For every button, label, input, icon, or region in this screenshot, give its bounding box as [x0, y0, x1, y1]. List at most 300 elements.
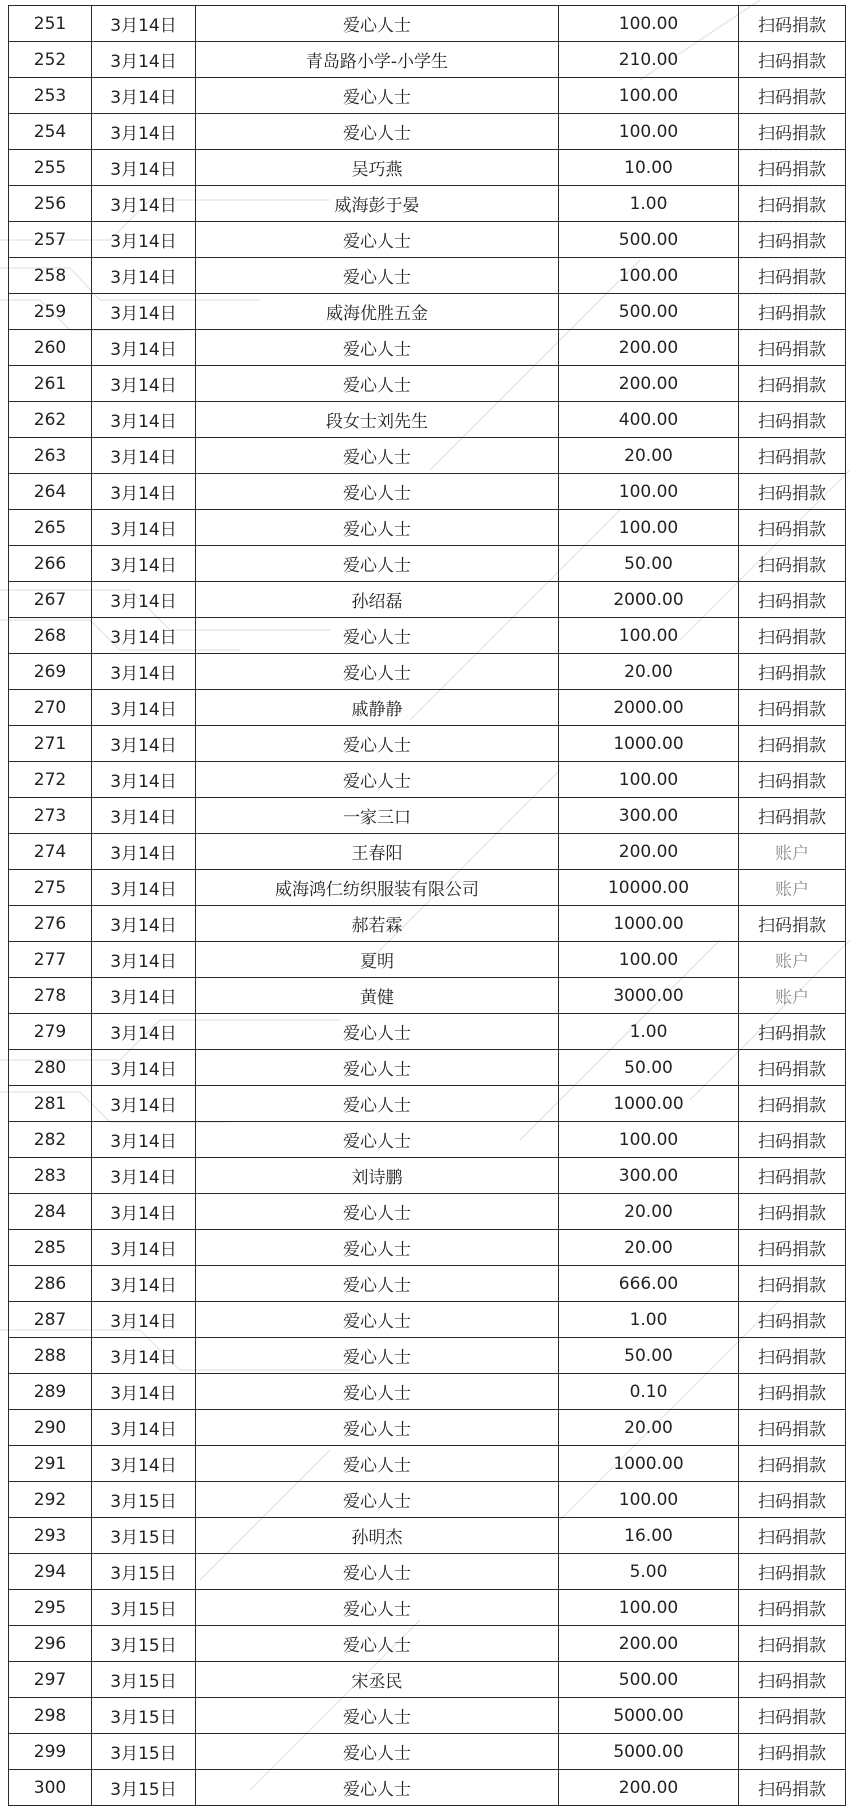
row-number: 275: [9, 870, 92, 906]
donor-name: 宋丞民: [196, 1662, 559, 1698]
donation-date: 3月14日: [92, 906, 196, 942]
table-row: [9, 330, 846, 366]
donation-date: 3月14日: [92, 1374, 196, 1410]
donation-method: 账户: [739, 978, 846, 1014]
table-row: [9, 258, 846, 294]
donation-method: 扫码捐款: [739, 114, 846, 150]
row-number: 257: [9, 222, 92, 258]
donor-name: 爱心人士: [196, 6, 559, 42]
donation-amount: 2000.00: [559, 582, 739, 618]
donation-method: 扫码捐款: [739, 1302, 846, 1338]
table-row: [9, 870, 846, 906]
donation-date: 3月14日: [92, 1338, 196, 1374]
table-row: [9, 1338, 846, 1374]
donation-method: 扫码捐款: [739, 294, 846, 330]
donation-method: 扫码捐款: [739, 1446, 846, 1482]
donation-date: 3月14日: [92, 42, 196, 78]
donor-name: 段女士刘先生: [196, 402, 559, 438]
table-row: [9, 402, 846, 438]
row-number: 282: [9, 1122, 92, 1158]
donation-amount: 5.00: [559, 1554, 739, 1590]
donation-date: 3月15日: [92, 1626, 196, 1662]
table-row: [9, 186, 846, 222]
donation-method: 扫码捐款: [739, 1230, 846, 1266]
table-row: [9, 942, 846, 978]
donation-amount: 100.00: [559, 510, 739, 546]
donor-name: 爱心人士: [196, 1194, 559, 1230]
donation-method: 扫码捐款: [739, 1374, 846, 1410]
donation-method: 扫码捐款: [739, 1734, 846, 1770]
row-number: 263: [9, 438, 92, 474]
row-number: 297: [9, 1662, 92, 1698]
donation-method: 扫码捐款: [739, 366, 846, 402]
donation-method: 扫码捐款: [739, 1014, 846, 1050]
row-number: 299: [9, 1734, 92, 1770]
row-number: 251: [9, 6, 92, 42]
donor-name: 爱心人士: [196, 762, 559, 798]
table-row: [9, 906, 846, 942]
row-number: 294: [9, 1554, 92, 1590]
table-row: [9, 654, 846, 690]
donation-date: 3月14日: [92, 366, 196, 402]
donor-name: 孙明杰: [196, 1518, 559, 1554]
table-row: [9, 1086, 846, 1122]
donor-name: 一家三口: [196, 798, 559, 834]
table-row: [9, 1446, 846, 1482]
donor-name: 爱心人士: [196, 366, 559, 402]
donation-amount: 20.00: [559, 1194, 739, 1230]
donation-method: 扫码捐款: [739, 1194, 846, 1230]
donation-date: 3月14日: [92, 654, 196, 690]
donation-amount: 300.00: [559, 1158, 739, 1194]
donation-method: 扫码捐款: [739, 1086, 846, 1122]
donation-method: 扫码捐款: [739, 474, 846, 510]
donor-name: 爱心人士: [196, 1770, 559, 1806]
donation-date: 3月14日: [92, 1446, 196, 1482]
donation-method: 扫码捐款: [739, 222, 846, 258]
table-row: [9, 1410, 846, 1446]
row-number: 273: [9, 798, 92, 834]
row-number: 259: [9, 294, 92, 330]
row-number: 272: [9, 762, 92, 798]
table-row: [9, 798, 846, 834]
table-row: [9, 690, 846, 726]
donation-date: 3月14日: [92, 1014, 196, 1050]
donation-date: 3月15日: [92, 1698, 196, 1734]
row-number: 254: [9, 114, 92, 150]
donation-method: 扫码捐款: [739, 726, 846, 762]
donor-name: 爱心人士: [196, 1482, 559, 1518]
table-row: [9, 1194, 846, 1230]
donation-amount: 400.00: [559, 402, 739, 438]
donation-amount: 5000.00: [559, 1734, 739, 1770]
donation-amount: 200.00: [559, 834, 739, 870]
donation-amount: 500.00: [559, 222, 739, 258]
donor-name: 爱心人士: [196, 1266, 559, 1302]
donation-date: 3月14日: [92, 1194, 196, 1230]
donation-method: 扫码捐款: [739, 510, 846, 546]
donation-method: 账户: [739, 870, 846, 906]
row-number: 296: [9, 1626, 92, 1662]
donation-method: 扫码捐款: [739, 1518, 846, 1554]
donor-name: 爱心人士: [196, 618, 559, 654]
table-row: [9, 1230, 846, 1266]
donation-amount: 100.00: [559, 1122, 739, 1158]
table-row: [9, 1734, 846, 1770]
donation-amount: 20.00: [559, 654, 739, 690]
row-number: 277: [9, 942, 92, 978]
donation-method: 扫码捐款: [739, 762, 846, 798]
table-row: [9, 978, 846, 1014]
donation-amount: 100.00: [559, 78, 739, 114]
table-row: [9, 6, 846, 42]
donor-name: 爱心人士: [196, 222, 559, 258]
donor-name: 爱心人士: [196, 1122, 559, 1158]
donation-date: 3月14日: [92, 1086, 196, 1122]
donation-amount: 100.00: [559, 114, 739, 150]
donor-name: 爱心人士: [196, 1734, 559, 1770]
row-number: 262: [9, 402, 92, 438]
donation-amount: 100.00: [559, 618, 739, 654]
donation-method: 扫码捐款: [739, 1158, 846, 1194]
donor-name: 威海彭于晏: [196, 186, 559, 222]
donation-amount: 50.00: [559, 1050, 739, 1086]
table-row: [9, 438, 846, 474]
table-row: [9, 510, 846, 546]
donation-method: 扫码捐款: [739, 582, 846, 618]
donation-method: 扫码捐款: [739, 6, 846, 42]
donation-amount: 1000.00: [559, 1086, 739, 1122]
donation-date: 3月15日: [92, 1482, 196, 1518]
donation-method: 扫码捐款: [739, 798, 846, 834]
donation-date: 3月14日: [92, 510, 196, 546]
row-number: 290: [9, 1410, 92, 1446]
donor-name: 爱心人士: [196, 1374, 559, 1410]
table-row: [9, 78, 846, 114]
donation-method: 扫码捐款: [739, 654, 846, 690]
row-number: 289: [9, 1374, 92, 1410]
donor-name: 威海优胜五金: [196, 294, 559, 330]
donor-name: 爱心人士: [196, 510, 559, 546]
donation-amount: 10000.00: [559, 870, 739, 906]
table-row: [9, 42, 846, 78]
row-number: 253: [9, 78, 92, 114]
donor-name: 爱心人士: [196, 438, 559, 474]
donation-date: 3月14日: [92, 258, 196, 294]
table-row: [9, 114, 846, 150]
donation-method: 扫码捐款: [739, 186, 846, 222]
donation-amount: 1000.00: [559, 906, 739, 942]
donation-date: 3月15日: [92, 1770, 196, 1806]
row-number: 260: [9, 330, 92, 366]
donation-date: 3月14日: [92, 942, 196, 978]
donation-date: 3月14日: [92, 1158, 196, 1194]
donation-amount: 50.00: [559, 546, 739, 582]
donation-amount: 500.00: [559, 1662, 739, 1698]
donation-date: 3月15日: [92, 1590, 196, 1626]
donor-name: 爱心人士: [196, 1698, 559, 1734]
donation-method: 扫码捐款: [739, 1554, 846, 1590]
donation-amount: 100.00: [559, 474, 739, 510]
donation-method: 扫码捐款: [739, 1410, 846, 1446]
table-row: [9, 1302, 846, 1338]
donation-amount: 20.00: [559, 1410, 739, 1446]
donation-method: 扫码捐款: [739, 618, 846, 654]
donation-date: 3月14日: [92, 330, 196, 366]
donor-name: 戚静静: [196, 690, 559, 726]
donation-amount: 210.00: [559, 42, 739, 78]
row-number: 274: [9, 834, 92, 870]
donation-method: 扫码捐款: [739, 1266, 846, 1302]
table-row: [9, 546, 846, 582]
table-row: [9, 1266, 846, 1302]
donation-amount: 200.00: [559, 330, 739, 366]
donation-amount: 500.00: [559, 294, 739, 330]
donation-method: 扫码捐款: [739, 1122, 846, 1158]
donation-date: 3月14日: [92, 834, 196, 870]
donation-amount: 200.00: [559, 1770, 739, 1806]
table-row: [9, 1050, 846, 1086]
row-number: 261: [9, 366, 92, 402]
donor-name: 爱心人士: [196, 1230, 559, 1266]
donation-method: 扫码捐款: [739, 330, 846, 366]
donor-name: 爱心人士: [196, 654, 559, 690]
donation-date: 3月14日: [92, 582, 196, 618]
donor-name: 爱心人士: [196, 1590, 559, 1626]
donation-date: 3月14日: [92, 978, 196, 1014]
donor-name: 爱心人士: [196, 1554, 559, 1590]
donor-name: 爱心人士: [196, 330, 559, 366]
donation-method: 扫码捐款: [739, 1338, 846, 1374]
donation-amount: 2000.00: [559, 690, 739, 726]
donation-amount: 100.00: [559, 6, 739, 42]
donor-name: 爱心人士: [196, 726, 559, 762]
donation-method: 扫码捐款: [739, 1050, 846, 1086]
donor-name: 威海鸿仁纺织服装有限公司: [196, 870, 559, 906]
donation-amount: 1000.00: [559, 1446, 739, 1482]
donation-amount: 1.00: [559, 1014, 739, 1050]
donor-name: 爱心人士: [196, 1086, 559, 1122]
donation-amount: 200.00: [559, 366, 739, 402]
donation-date: 3月14日: [92, 870, 196, 906]
table-row: [9, 1554, 846, 1590]
row-number: 276: [9, 906, 92, 942]
row-number: 286: [9, 1266, 92, 1302]
donor-name: 爱心人士: [196, 1050, 559, 1086]
row-number: 255: [9, 150, 92, 186]
donation-date: 3月15日: [92, 1734, 196, 1770]
donation-amount: 20.00: [559, 1230, 739, 1266]
table-row: [9, 834, 846, 870]
row-number: 295: [9, 1590, 92, 1626]
table-row: [9, 1662, 846, 1698]
table-row: [9, 150, 846, 186]
row-number: 293: [9, 1518, 92, 1554]
row-number: 279: [9, 1014, 92, 1050]
donation-date: 3月14日: [92, 546, 196, 582]
row-number: 280: [9, 1050, 92, 1086]
donor-name: 爱心人士: [196, 546, 559, 582]
donor-name: 郝若霖: [196, 906, 559, 942]
row-number: 278: [9, 978, 92, 1014]
row-number: 266: [9, 546, 92, 582]
table-row: [9, 762, 846, 798]
donation-date: 3月14日: [92, 1266, 196, 1302]
donation-amount: 20.00: [559, 438, 739, 474]
donation-date: 3月15日: [92, 1554, 196, 1590]
donation-amount: 3000.00: [559, 978, 739, 1014]
table-row: [9, 294, 846, 330]
table-row: [9, 1518, 846, 1554]
donation-date: 3月14日: [92, 1410, 196, 1446]
donation-method: 扫码捐款: [739, 1626, 846, 1662]
row-number: 281: [9, 1086, 92, 1122]
donor-name: 爱心人士: [196, 1338, 559, 1374]
donation-date: 3月14日: [92, 402, 196, 438]
donation-method: 扫码捐款: [739, 1662, 846, 1698]
donation-method: 扫码捐款: [739, 42, 846, 78]
donation-table: [8, 5, 846, 1806]
donation-date: 3月15日: [92, 1518, 196, 1554]
donation-date: 3月14日: [92, 762, 196, 798]
table-row: [9, 1374, 846, 1410]
donation-date: 3月14日: [92, 726, 196, 762]
row-number: 256: [9, 186, 92, 222]
donation-method: 扫码捐款: [739, 402, 846, 438]
donation-date: 3月14日: [92, 150, 196, 186]
donation-date: 3月14日: [92, 6, 196, 42]
row-number: 287: [9, 1302, 92, 1338]
donation-method: 扫码捐款: [739, 150, 846, 186]
donor-name: 青岛路小学-小学生: [196, 42, 559, 78]
donation-method: 扫码捐款: [739, 1698, 846, 1734]
table-row: [9, 1014, 846, 1050]
table-row: [9, 474, 846, 510]
table-row: [9, 1482, 846, 1518]
table-row: [9, 1158, 846, 1194]
donation-date: 3月14日: [92, 186, 196, 222]
donation-method: 扫码捐款: [739, 438, 846, 474]
donation-amount: 0.10: [559, 1374, 739, 1410]
donor-name: 夏明: [196, 942, 559, 978]
donation-method: 扫码捐款: [739, 258, 846, 294]
donation-date: 3月14日: [92, 1122, 196, 1158]
donation-amount: 100.00: [559, 762, 739, 798]
donor-name: 刘诗鹏: [196, 1158, 559, 1194]
donor-name: 孙绍磊: [196, 582, 559, 618]
row-number: 284: [9, 1194, 92, 1230]
donation-method: 扫码捐款: [739, 1770, 846, 1806]
donation-amount: 1.00: [559, 186, 739, 222]
donation-amount: 300.00: [559, 798, 739, 834]
row-number: 265: [9, 510, 92, 546]
row-number: 252: [9, 42, 92, 78]
table-row: [9, 1590, 846, 1626]
donation-date: 3月14日: [92, 294, 196, 330]
row-number: 298: [9, 1698, 92, 1734]
donor-name: 王春阳: [196, 834, 559, 870]
donation-method: 扫码捐款: [739, 690, 846, 726]
donation-date: 3月14日: [92, 474, 196, 510]
donation-method: 扫码捐款: [739, 906, 846, 942]
donation-amount: 200.00: [559, 1626, 739, 1662]
donation-method: 账户: [739, 834, 846, 870]
donor-name: 黄健: [196, 978, 559, 1014]
donor-name: 吴巧燕: [196, 150, 559, 186]
donation-amount: 16.00: [559, 1518, 739, 1554]
donation-date: 3月15日: [92, 1662, 196, 1698]
table-row: [9, 222, 846, 258]
donation-date: 3月14日: [92, 798, 196, 834]
donation-amount: 1.00: [559, 1302, 739, 1338]
row-number: 291: [9, 1446, 92, 1482]
donor-name: 爱心人士: [196, 1446, 559, 1482]
row-number: 285: [9, 1230, 92, 1266]
row-number: 269: [9, 654, 92, 690]
donation-amount: 100.00: [559, 1482, 739, 1518]
row-number: 267: [9, 582, 92, 618]
donation-date: 3月14日: [92, 618, 196, 654]
row-number: 283: [9, 1158, 92, 1194]
row-number: 271: [9, 726, 92, 762]
donation-method: 扫码捐款: [739, 1590, 846, 1626]
donor-name: 爱心人士: [196, 474, 559, 510]
donor-name: 爱心人士: [196, 114, 559, 150]
table-row: [9, 1626, 846, 1662]
row-number: 268: [9, 618, 92, 654]
donation-date: 3月14日: [92, 78, 196, 114]
donor-name: 爱心人士: [196, 1626, 559, 1662]
donation-amount: 100.00: [559, 258, 739, 294]
donation-amount: 5000.00: [559, 1698, 739, 1734]
donation-amount: 1000.00: [559, 726, 739, 762]
donation-method: 扫码捐款: [739, 1482, 846, 1518]
donation-amount: 100.00: [559, 942, 739, 978]
donation-amount: 50.00: [559, 1338, 739, 1374]
donation-table-body: [9, 6, 846, 1806]
table-row: [9, 1698, 846, 1734]
donation-date: 3月14日: [92, 1230, 196, 1266]
donor-name: 爱心人士: [196, 1302, 559, 1338]
donor-name: 爱心人士: [196, 258, 559, 294]
donation-date: 3月14日: [92, 222, 196, 258]
donor-name: 爱心人士: [196, 1014, 559, 1050]
donation-amount: 100.00: [559, 1590, 739, 1626]
row-number: 288: [9, 1338, 92, 1374]
donation-date: 3月14日: [92, 1050, 196, 1086]
donation-amount: 10.00: [559, 150, 739, 186]
donation-method: 扫码捐款: [739, 546, 846, 582]
row-number: 270: [9, 690, 92, 726]
table-row: [9, 1770, 846, 1806]
donor-name: 爱心人士: [196, 1410, 559, 1446]
donation-amount: 666.00: [559, 1266, 739, 1302]
table-row: [9, 726, 846, 762]
table-row: [9, 366, 846, 402]
table-row: [9, 618, 846, 654]
donation-date: 3月14日: [92, 690, 196, 726]
donation-date: 3月14日: [92, 1302, 196, 1338]
row-number: 264: [9, 474, 92, 510]
table-row: [9, 582, 846, 618]
donation-date: 3月14日: [92, 438, 196, 474]
donation-method: 账户: [739, 942, 846, 978]
table-row: [9, 1122, 846, 1158]
donor-name: 爱心人士: [196, 78, 559, 114]
row-number: 292: [9, 1482, 92, 1518]
donation-date: 3月14日: [92, 114, 196, 150]
row-number: 300: [9, 1770, 92, 1806]
